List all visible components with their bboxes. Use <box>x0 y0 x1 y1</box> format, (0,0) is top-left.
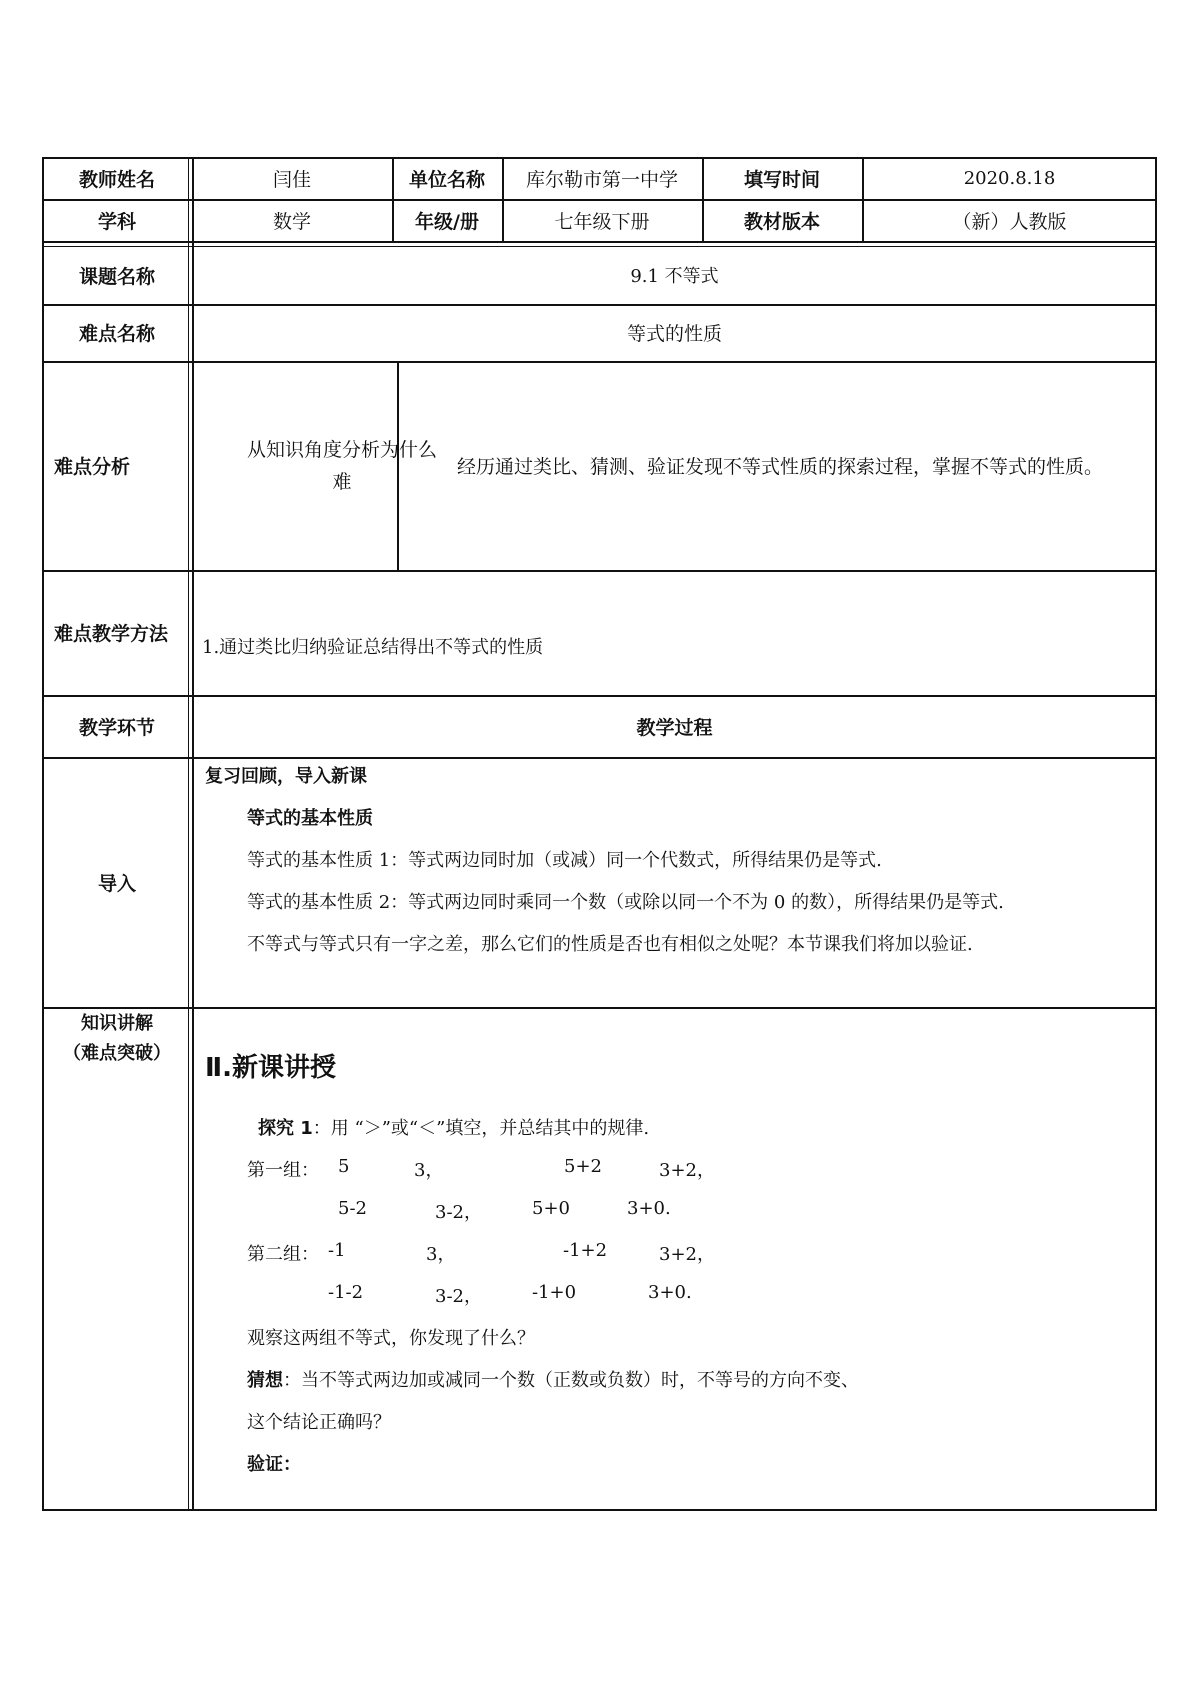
group2-expr: 3+0. <box>648 1282 692 1303</box>
unit-name-value: 库尔勒市第一中学 <box>525 168 678 191</box>
guess-line <box>247 1366 859 1392</box>
explore-line <box>258 1114 649 1140</box>
grade-value: 七年级下册 <box>554 210 650 233</box>
group1-label: 第一组： <box>247 1160 319 1181</box>
difficulty-analysis-value: 经历通过类比、猜测、验证发现不等式性质的探索过程，掌握不等式的性质。 <box>457 456 1104 478</box>
teacher-name-label: 教师姓名 <box>78 168 155 191</box>
intro-label: 导入 <box>97 872 136 895</box>
subject-label: 学科 <box>97 210 136 233</box>
group1-expr: 5+0 <box>532 1198 570 1219</box>
group2-expr: -1+0 <box>532 1282 577 1303</box>
topic-label: 课题名称 <box>78 265 155 288</box>
group1-expr: 5 <box>338 1156 350 1177</box>
intro-line: 等式的基本性质 2：等式两边同时乘同一个数（或除以同一个不为 0 的数），所得结果仍是等式. <box>247 892 1004 913</box>
group2-expr: -1-2 <box>328 1282 364 1303</box>
subject-value: 数学 <box>272 210 311 233</box>
group1-expr: 3+2， <box>659 1160 715 1181</box>
group1-expr: 3+0. <box>627 1198 671 1219</box>
group1-expr: 5+2 <box>564 1156 602 1177</box>
intro-line: 不等式与等式只有一字之差，那么它们的性质是否也有相似之处呢？本节课我们将加以验证. <box>247 934 973 955</box>
teaching-method-label: 难点教学方法 <box>54 623 169 645</box>
question-text: 这个结论正确吗？ <box>247 1412 391 1433</box>
difficulty-name-value: 等式的性质 <box>626 323 722 345</box>
topic-value: 9.1 不等式 <box>630 266 719 287</box>
lesson-plan-table <box>42 157 1157 1511</box>
textbook-edition-label: 教材版本 <box>743 210 820 233</box>
group1-expr: 3， <box>414 1160 444 1181</box>
group2-expr: -1 <box>328 1240 346 1261</box>
guess-label: 猜想 <box>247 1370 283 1391</box>
textbook-edition-value: （新）人教版 <box>952 210 1067 233</box>
verify-label: 验证： <box>247 1454 301 1475</box>
knowledge-label: 知识讲解 <box>81 1013 153 1034</box>
group2-expr: -1+2 <box>563 1240 608 1261</box>
group2-expr: 3-2， <box>435 1286 482 1307</box>
teaching-stage-header: 教学环节 <box>78 716 155 739</box>
section-title: Ⅱ.新课讲授 <box>205 1053 337 1083</box>
teaching-process-header: 教学过程 <box>636 716 713 739</box>
unit-name-label: 单位名称 <box>408 168 485 191</box>
intro-line: 等式的基本性质 1：等式两边同时加（或减）同一个代数式，所得结果仍是等式. <box>247 850 882 871</box>
knowledge-sublabel: （难点突破） <box>63 1043 171 1064</box>
fill-date-label: 填写时间 <box>743 168 820 191</box>
difficulty-name-label: 难点名称 <box>78 323 155 345</box>
observe-text: 观察这两组不等式，你发现了什么？ <box>247 1328 535 1349</box>
explore-label: 探究 1 <box>258 1118 313 1139</box>
teacher-name-value: 闫佳 <box>272 168 311 191</box>
intro-subheading: 等式的基本性质 <box>247 808 373 829</box>
teaching-method-value: 1.通过类比归纳验证总结得出不等式的性质 <box>202 637 544 658</box>
group1-expr: 3-2， <box>435 1202 482 1223</box>
intro-heading: 复习回顾，导入新课 <box>205 766 367 787</box>
difficulty-analysis-sublabel: 从知识角度分析为什么难 <box>247 438 438 493</box>
grade-label: 年级/册 <box>415 210 479 233</box>
group2-expr: 3， <box>426 1244 456 1265</box>
fill-date-value: 2020.8.18 <box>963 167 1056 189</box>
group1-expr: 5-2 <box>338 1198 367 1219</box>
group2-label: 第二组： <box>247 1244 319 1265</box>
difficulty-analysis-label: 难点分析 <box>54 456 131 478</box>
group2-expr: 3+2， <box>659 1244 715 1265</box>
explore-text: ：用 “＞”或“＜”填空，并总结其中的规律. <box>312 1118 650 1139</box>
guess-text: ：当不等式两边加或减同一个数（正数或负数）时，不等号的方向不变、 <box>283 1370 859 1391</box>
